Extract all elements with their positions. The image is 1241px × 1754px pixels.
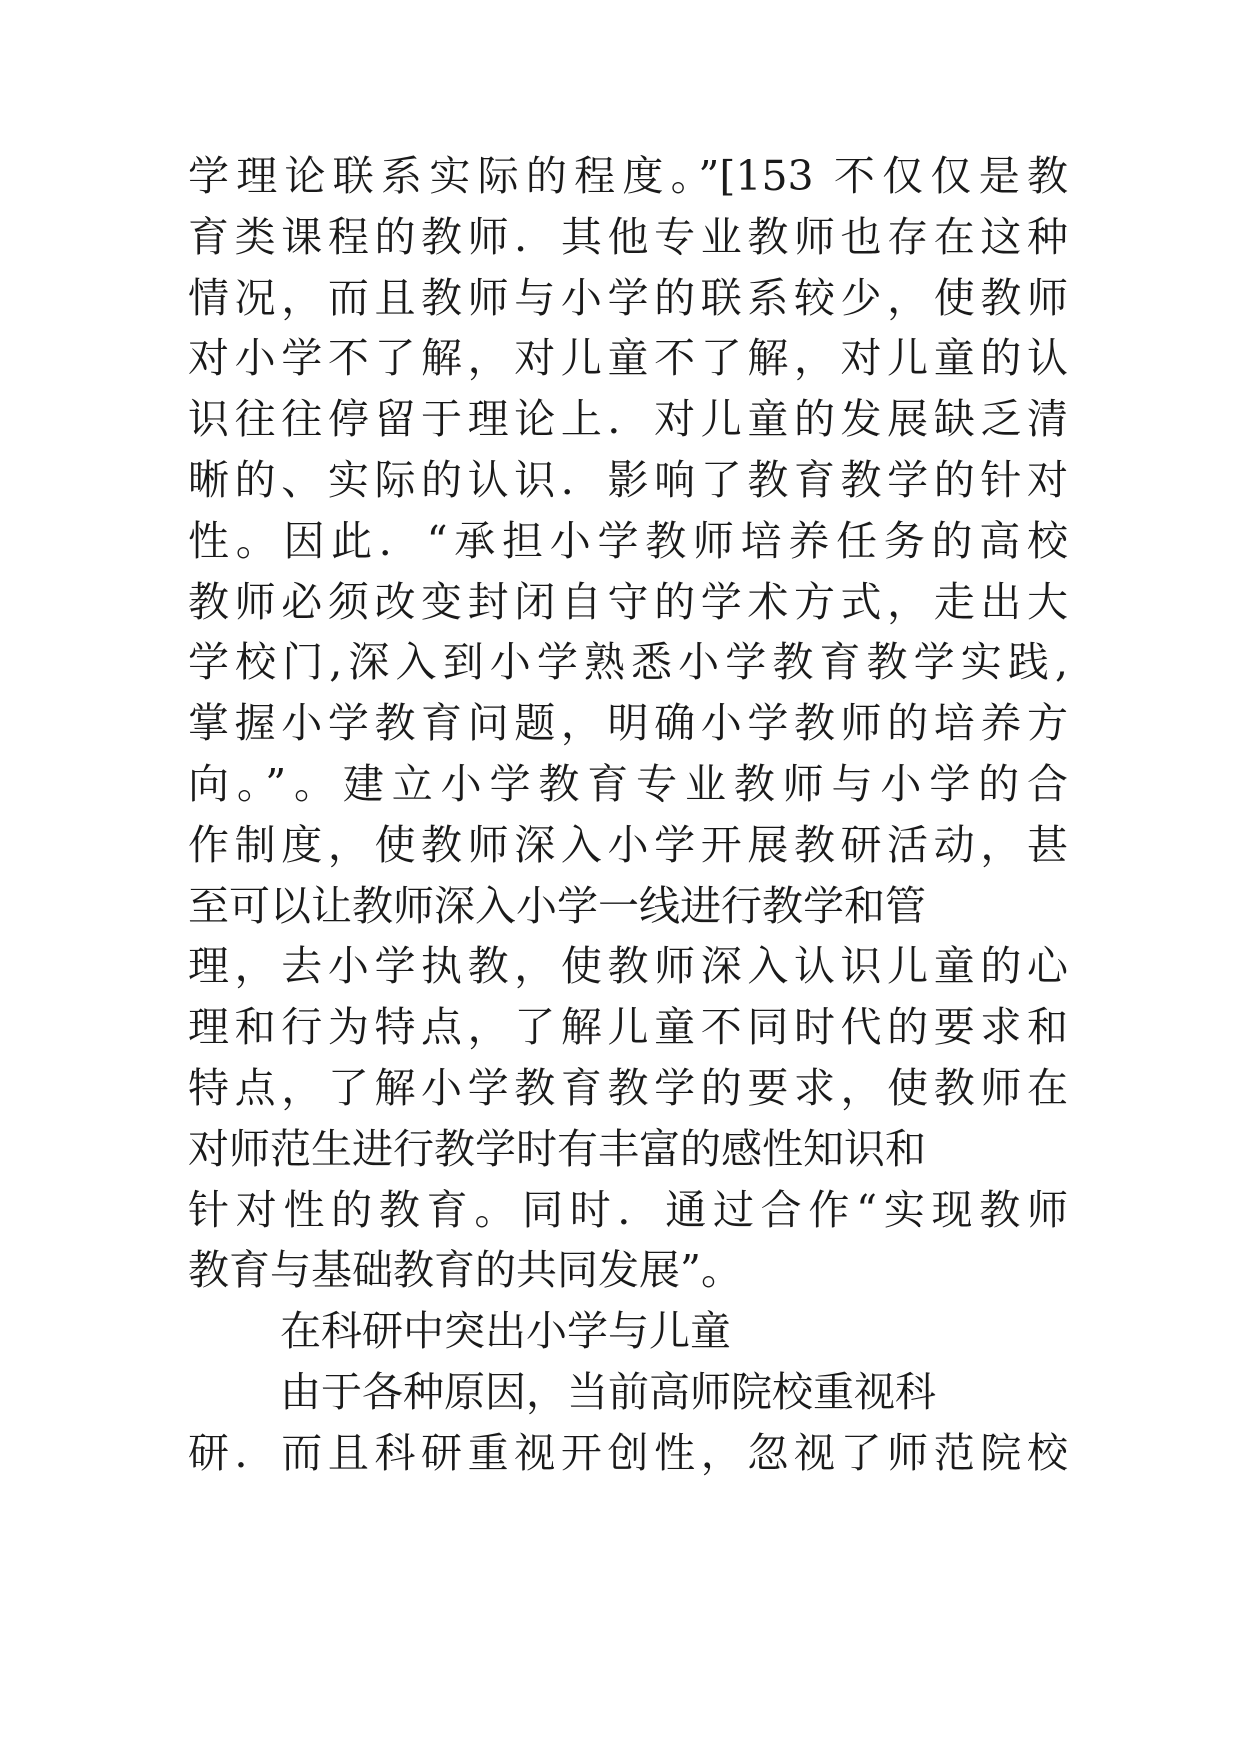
text-line: 对小学不了解，对儿童不了解，对儿童的认 — [188, 334, 1068, 383]
text-line: 性。因此．“承担小学教师培养任务的高校 — [188, 516, 1068, 565]
text-line: 由于各种原因，当前高师院校重视科 — [280, 1367, 936, 1416]
text-line: 至可以让教师深入小学一线进行教学和管 — [188, 881, 926, 930]
text-line: 理，去小学执教，使教师深入认识儿童的心 — [188, 942, 1068, 991]
text-line: 教师必须改变封闭自守的学术方式，走出大 — [188, 577, 1068, 626]
text-line: 情况，而且教师与小学的联系较少，使教师 — [188, 273, 1068, 322]
text-line: 育类课程的教师．其他专业教师也存在这种 — [188, 212, 1068, 261]
text-line: 作制度，使教师深入小学开展教研活动，甚 — [188, 820, 1068, 869]
text-line: 研．而且科研重视开创性，忽视了师范院校 — [188, 1428, 1068, 1477]
text-line: 针对性的教育。同时．通过合作“实现教师 — [188, 1185, 1068, 1234]
text-line: 学理论联系实际的程度。”[153 不仅仅是教 — [188, 152, 1068, 200]
text-line: 教育与基础教育的共同发展”。 — [188, 1246, 742, 1295]
text-line: 晰的、实际的认识．影响了教育教学的针对 — [188, 455, 1068, 504]
body-text — [188, 146, 1068, 1484]
text-line: 识往往停留于理论上．对儿童的发展缺乏清 — [188, 395, 1068, 444]
section-heading: 在科研中突出小学与儿童 — [280, 1307, 731, 1356]
text-line: 特点，了解小学教育教学的要求，使教师在 — [188, 1063, 1068, 1112]
text-line: 对师范生进行教学时有丰富的感性知识和 — [188, 1124, 926, 1173]
text-line: 理和行为特点，了解儿童不同时代的要求和 — [188, 1003, 1068, 1052]
text-line: 掌握小学教育问题，明确小学教师的培养方 — [188, 699, 1068, 748]
text-line: 向。”。建立小学教育专业教师与小学的合 — [188, 759, 1068, 808]
text-line: 学校门,深入到小学熟悉小学教育教学实践, — [188, 638, 1068, 687]
